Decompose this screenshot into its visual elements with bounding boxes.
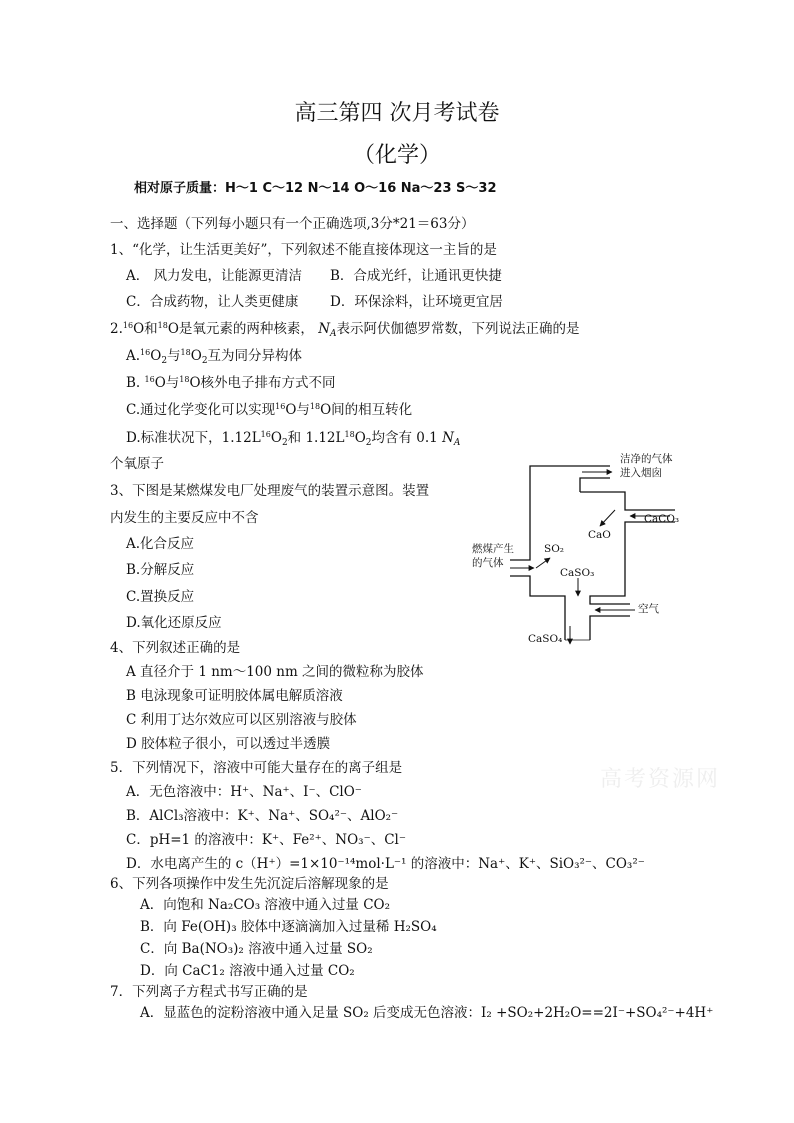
- exam-title: 高三第四 次月考试卷: [294, 101, 500, 126]
- q2-option-a: [126, 346, 302, 366]
- label-coal-gas-1: 燃煤产生: [472, 543, 514, 555]
- q2-mass-16: 16: [260, 430, 271, 439]
- q2-d-text: D.标准状况下，1.12L: [126, 430, 261, 446]
- label-cao: CaO: [588, 529, 611, 541]
- q2-symbol-o: O: [190, 348, 202, 364]
- q2-stem-end: 表示阿伏伽德罗常数，下列说法正确的是: [336, 321, 580, 337]
- q4-option-d: D 胶体粒子很小，可以透过半透膜: [126, 736, 331, 752]
- q2-d-mid: 和 1.12L: [287, 430, 345, 446]
- diagram-pipe-top-inner: [580, 478, 610, 492]
- diagram-vessel-left-lower: [510, 576, 565, 640]
- q5-option-b: B．AlCl₃溶液中：K⁺、Na⁺、SO₄²⁻、AlO₂⁻: [126, 808, 399, 824]
- q2-a-label: A.: [126, 348, 141, 364]
- q2-mass-16: 16: [122, 321, 134, 330]
- q2-na-symbol: N: [442, 430, 454, 446]
- q3-stem-line1: 3、下图是某燃煤发电厂处理废气的装置示意图。装置: [110, 483, 430, 499]
- q2-symbol-o: O: [154, 375, 166, 391]
- q4-option-a: A 直径介于 1 nm～100 nm 之间的微粒称为胶体: [126, 664, 424, 680]
- q2-na-symbol: N: [318, 321, 331, 337]
- q2-na-sub: A: [453, 438, 461, 448]
- q3-option-c: C.置换反应: [126, 589, 195, 605]
- label-caso3: CaSO₃: [560, 567, 595, 579]
- q2-c-text: C.通过化学变化可以实现: [126, 402, 276, 418]
- q4-option-c: C 利用丁达尔效应可以区别溶液与胶体: [126, 712, 357, 728]
- arrow-so2: [536, 558, 550, 568]
- atomic-mass-line: 相对原子质量：H～1 C～12 N～14 O～16 Na～23 S～32: [134, 181, 497, 196]
- q2-option-b: [126, 373, 336, 393]
- q2-d-end: 均含有 0.1: [371, 430, 438, 446]
- q2-symbol-o: O: [354, 430, 366, 446]
- q7-option-a: A．显蓝色的淀粉溶液中通入足量 SO₂ 后变成无色溶液：I₂ +SO₂+2H₂O==2I⁻+SO₄²⁻+4H⁺: [140, 1005, 714, 1021]
- q6-option-b: B．向 Fe(OH)₃ 胶体中逐滴滴加入过量稀 H₂SO₄: [140, 919, 437, 935]
- q7-stem: 7．下列离子方程式书写正确的是: [110, 984, 308, 1000]
- q2-option-d-continued: 个氧原子: [110, 456, 164, 472]
- section-heading: 一、选择题（下列每小题只有一个正确选项,3分*21＝63分）: [110, 216, 475, 232]
- arrow-cao: [600, 510, 615, 526]
- label-air: 空气: [638, 603, 659, 615]
- watermark: 高考资源网: [600, 767, 721, 792]
- q2-a-text: 互为同分异构体: [207, 348, 303, 364]
- label-coal-gas-2: 的气体: [472, 557, 504, 569]
- q2-b-text: 核外电子排布方式不同: [200, 375, 336, 391]
- q6-stem: 6、下列各项操作中发生先沉淀后溶解现象的是: [110, 876, 389, 892]
- q2-b-label: B.: [126, 375, 145, 391]
- q2-symbol-o: O: [189, 375, 201, 391]
- q2-mass-16: 16: [144, 375, 155, 384]
- q1-option-b: B．合成光纤，让通讯更快捷: [330, 268, 502, 284]
- q2-and: 和: [144, 321, 158, 337]
- q1-option-a: A． 风力发电，让能源更清洁: [126, 268, 303, 284]
- q5-option-a: A．无色溶液中：H⁺、Na⁺、I⁻、ClO⁻: [126, 784, 362, 800]
- q2-mass-18: 18: [157, 321, 168, 330]
- q2-mass-18: 18: [309, 402, 321, 411]
- label-clean-gas-2: 进入烟囱: [620, 467, 662, 479]
- q2-na-sub: A: [330, 329, 337, 339]
- q2-mass-18: 18: [180, 348, 191, 357]
- q2-stem-mid: 是氧元素的两种核素，: [178, 321, 314, 337]
- label-caco3: CaCO₃: [644, 513, 680, 525]
- q2-sub-2: 2: [161, 356, 168, 366]
- q6-option-a: A．向饱和 Na₂CO₃ 溶液中通入过量 CO₂: [140, 897, 391, 913]
- q2-with: 与: [296, 402, 310, 418]
- label-clean-gas-1: 洁净的气体: [620, 453, 673, 465]
- q5-option-d: D．水电离产生的 c（H⁺）=1×10⁻¹⁴mol·L⁻¹ 的溶液中：Na⁺、K⁺、SiO₃²⁻、CO₃²⁻: [126, 856, 645, 872]
- q2-mass-18: 18: [179, 375, 190, 384]
- q2-sub-2: 2: [281, 438, 288, 448]
- q1-stem: 1、“化学，让生活更美好”，下列叙述不能直接体现这一主旨的是: [110, 242, 497, 258]
- q2-option-d: [126, 428, 460, 448]
- label-caso4: CaSO₄: [528, 633, 563, 645]
- q2-with: 与: [167, 348, 181, 364]
- q2-symbol-o: O: [285, 402, 297, 418]
- q2-symbol-o: O: [133, 321, 145, 337]
- q2-stem: [110, 319, 580, 339]
- q4-stem: 4、下列叙述正确的是: [110, 640, 241, 656]
- q4-option-b: B 电泳现象可证明胶体属电解质溶液: [126, 688, 343, 704]
- q2-symbol-o: O: [150, 348, 162, 364]
- q3-option-b: B.分解反应: [126, 562, 195, 578]
- q5-stem: 5．下列情况下，溶液中可能大量存在的离子组是: [110, 760, 403, 776]
- q5-option-c: C．pH=1 的溶液中：K⁺、Fe²⁺、NO₃⁻、Cl⁻: [126, 832, 406, 848]
- diagram-vessel-right-3: [590, 616, 630, 640]
- q2-sub-2: 2: [365, 438, 372, 448]
- diagram-pipe-top: [530, 466, 610, 486]
- q2-mass-18: 18: [344, 430, 355, 439]
- q2-symbol-o: O: [167, 321, 179, 337]
- q6-option-c: C．向 Ba(NO₃)₂ 溶液中通入过量 SO₂: [140, 941, 373, 957]
- q2-sub-2: 2: [201, 356, 208, 366]
- q3-option-d: D.氧化还原反应: [126, 615, 222, 631]
- q2-mass-16: 16: [140, 348, 151, 357]
- q2-symbol-o: O: [270, 430, 282, 446]
- exam-subtitle: （化学）: [352, 143, 441, 168]
- q1-option-d: D．环保涂料，让环境更宜居: [330, 294, 503, 310]
- q2-c-end: 间的相互转化: [331, 402, 413, 418]
- q6-option-d: D．向 CaC1₂ 溶液中通入过量 CO₂: [140, 963, 355, 979]
- flue-gas-diagram: [470, 448, 710, 648]
- diagram-vessel-right: [580, 492, 675, 510]
- q2-with: 与: [165, 375, 180, 391]
- q2-option-c: [126, 400, 412, 420]
- q2-number: 2.: [110, 321, 123, 337]
- q2-mass-16: 16: [275, 402, 286, 411]
- label-so2: SO₂: [544, 543, 565, 555]
- q1-option-c: C．合成药物，让人类更健康: [126, 294, 299, 310]
- q3-option-a: A.化合反应: [126, 536, 195, 552]
- q2-symbol-o: O: [320, 402, 332, 418]
- q3-stem-line2: 内发生的主要反应中不含: [110, 510, 259, 526]
